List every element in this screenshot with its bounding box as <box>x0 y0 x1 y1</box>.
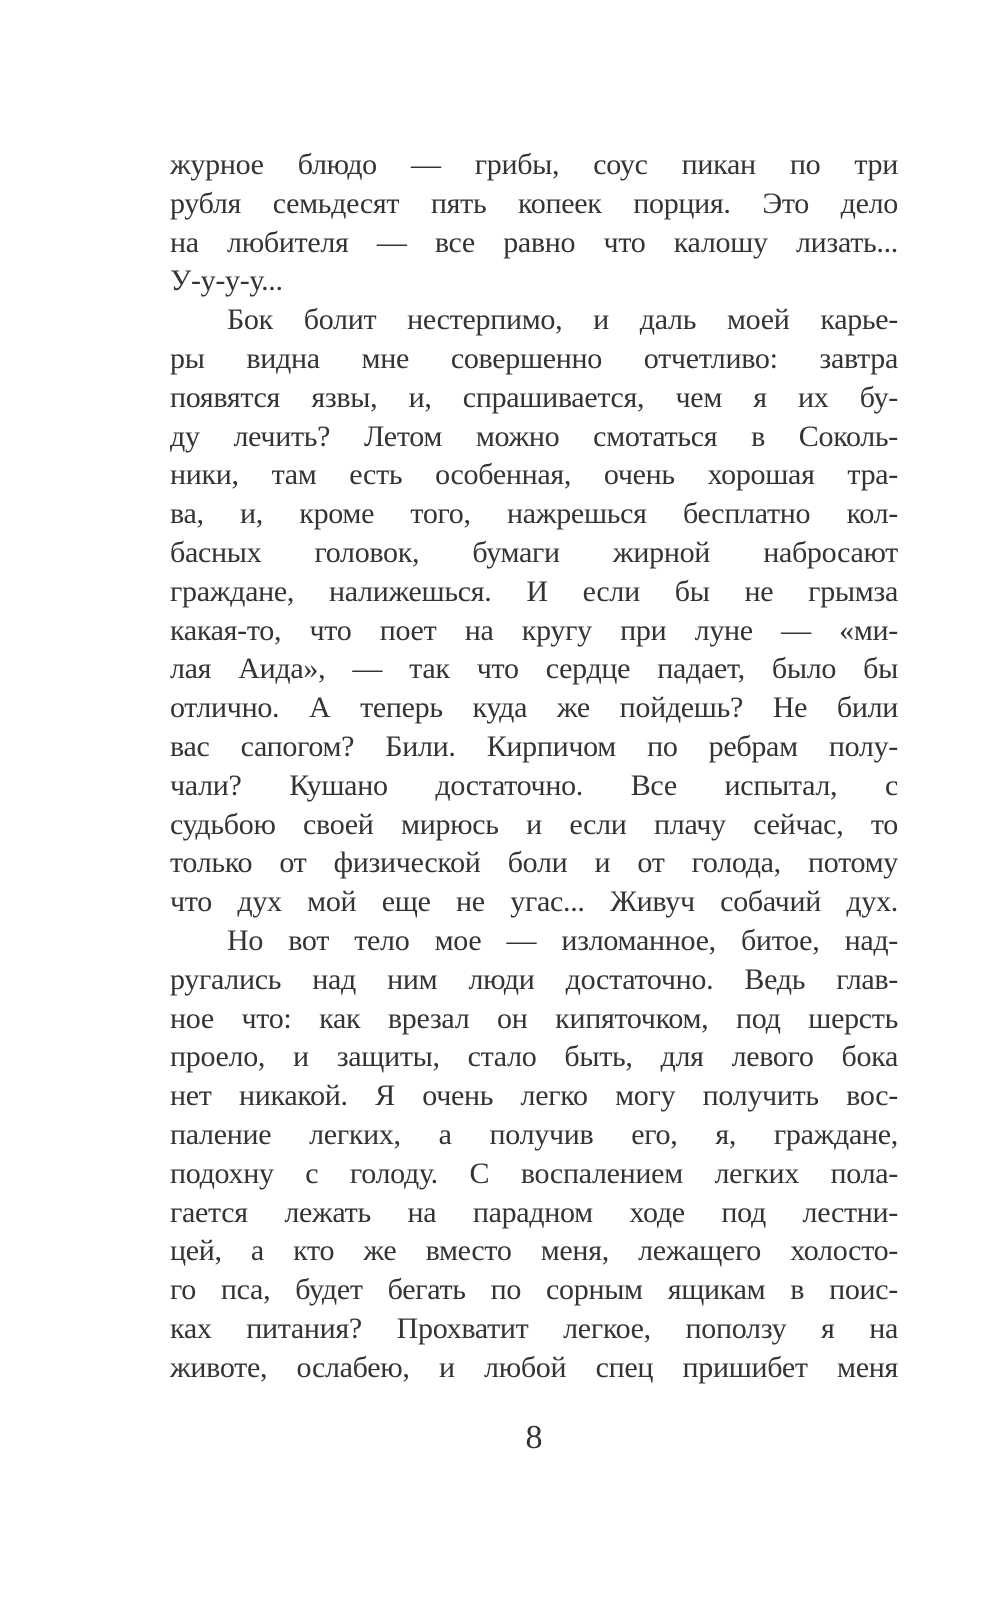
text-line: У-у-у-у... <box>170 264 283 298</box>
text-line: какая-то, что поет на кругу при луне — «ми- <box>170 613 898 647</box>
text-line: ва, и, кроме того, нажрешься бесплатно кол- <box>170 497 898 531</box>
text-line: проело, и защиты, стало быть, для левого бока <box>170 1040 898 1074</box>
text-line: гается лежать на парадном ходе под лестни- <box>170 1195 898 1229</box>
text-line: басных головок, бумаги жирной набросают <box>170 535 898 569</box>
text-line: лая Аида», — так что сердце падает, было бы <box>170 652 898 686</box>
text-line: рубля семьдесят пять копеек порция. Это дело <box>170 186 898 220</box>
text-line: нет никакой. Я очень легко могу получить вос- <box>170 1079 898 1113</box>
text-line: появятся язвы, и, спрашивается, чем я их бу- <box>170 380 898 414</box>
text-line: го пса, будет бегать по сорным ящикам в поис- <box>170 1273 898 1307</box>
paragraph <box>170 922 898 1388</box>
text-line: граждане, налижешься. И если бы не грымза <box>170 574 898 608</box>
text-line: паление легких, а получив его, я, граждане, <box>170 1117 898 1151</box>
text-line: вас сапогом? Били. Кирпичом по ребрам полу- <box>170 729 898 763</box>
text-line: только от физической боли и от голода, потому <box>170 846 898 880</box>
text-line: ругались над ним люди достаточно. Ведь глав- <box>170 962 898 996</box>
text-line: судьбою своей мирюсь и если плачу сейчас, то <box>170 807 898 841</box>
paragraph <box>170 146 898 301</box>
text-line: ках питания? Прохватит легкое, поползу я на <box>170 1311 898 1345</box>
text-line: ду лечить? Летом можно смотаться в Соколь- <box>170 419 898 453</box>
text-line: ры видна мне совершенно отчетливо: завтра <box>170 341 898 375</box>
text-line: цей, а кто же вместо меня, лежащего холосто- <box>170 1234 898 1268</box>
page-number: 8 <box>525 1419 543 1456</box>
text-line: животе, ослабею, и любой спец пришибет меня <box>170 1350 898 1384</box>
text-line: что дух мой еще не угас... Живуч собачий дух. <box>170 885 898 919</box>
text-line: журное блюдо — грибы, соус пикан по три <box>170 148 898 181</box>
page-text-block <box>170 146 898 1388</box>
text-line: подохну с голоду. С воспалением легких пола- <box>170 1156 898 1190</box>
paragraph <box>170 301 898 922</box>
text-line: ники, там есть особенная, очень хорошая тра- <box>170 458 898 492</box>
text-line: отлично. А теперь куда же пойдешь? Не били <box>170 691 898 725</box>
text-line: чали? Кушано достаточно. Все испытал, с <box>170 768 898 802</box>
text-line: Но вот тело мое — изломанное, битое, над- <box>227 923 898 957</box>
text-line: ное что: как врезал он кипяточком, под шерсть <box>170 1001 898 1035</box>
text-line: Бок болит нестерпимо, и даль моей карье- <box>227 303 898 337</box>
text-line: на любителя — все равно что калошу лизать... <box>170 225 898 259</box>
